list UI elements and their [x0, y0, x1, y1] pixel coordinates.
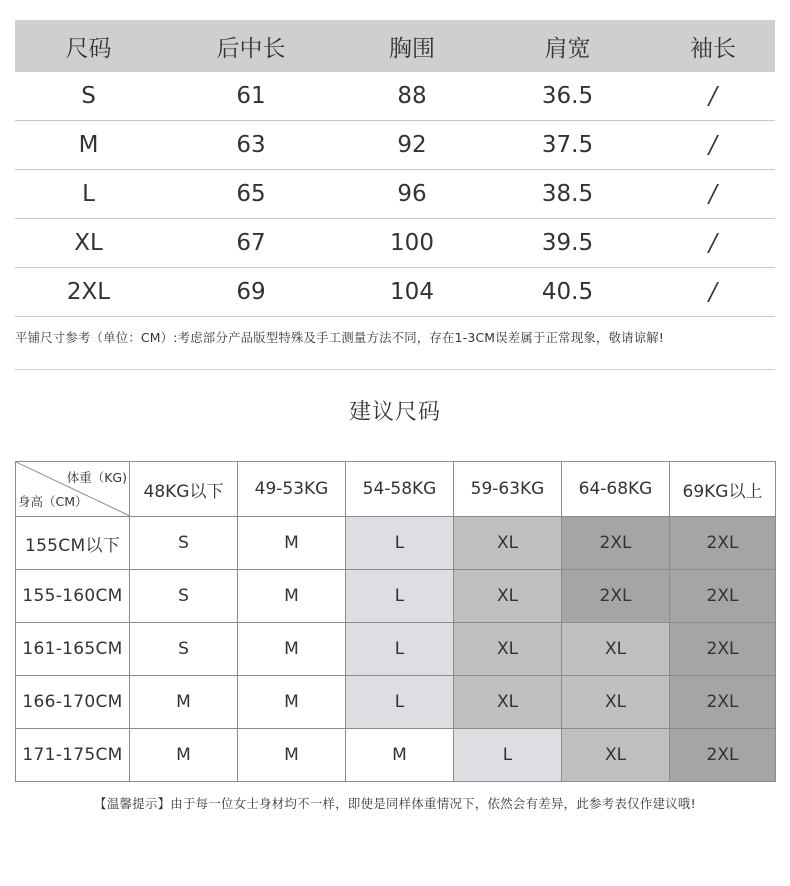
shoulder-cell: 39.5 — [484, 219, 651, 268]
size-suggestion: XL — [562, 729, 670, 782]
table-row — [15, 121, 775, 170]
size-suggestion: M — [238, 729, 346, 782]
size-suggestion: L — [346, 517, 454, 570]
size-suggestion: M — [238, 570, 346, 623]
size-suggestion: L — [346, 676, 454, 729]
sleeve-cell: / — [651, 121, 775, 170]
header-size: 尺码 — [15, 20, 162, 72]
size-suggestion: S — [130, 623, 238, 676]
recommend-header-row — [16, 462, 776, 517]
size-cell: 2XL — [15, 268, 162, 317]
size-suggestion: 2XL — [670, 570, 776, 623]
weight-header: 69KG以上 — [670, 462, 776, 517]
table-row — [16, 570, 776, 623]
size-suggestion: XL — [454, 570, 562, 623]
weight-header: 64-68KG — [562, 462, 670, 517]
height-label: 166-170CM — [16, 676, 130, 729]
chest-cell: 88 — [340, 72, 484, 121]
size-suggestion: M — [130, 729, 238, 782]
size-suggestion: L — [454, 729, 562, 782]
header-chest: 胸围 — [340, 20, 484, 72]
size-table — [15, 20, 775, 317]
table-row — [16, 676, 776, 729]
table-row — [16, 729, 776, 782]
back-length-cell: 61 — [162, 72, 340, 121]
sleeve-cell: / — [651, 219, 775, 268]
corner-height-label: 身高（CM） — [18, 494, 88, 509]
size-cell: XL — [15, 219, 162, 268]
size-suggestion: 2XL — [562, 517, 670, 570]
size-suggestion: 2XL — [670, 676, 776, 729]
weight-header: 48KG以下 — [130, 462, 238, 517]
height-label: 171-175CM — [16, 729, 130, 782]
measurement-note: 平铺尺寸参考（单位：CM）:考虑部分产品版型特殊及手工测量方法不同，存在1-3CM误差属于正常现象，敬请谅解! — [15, 330, 665, 345]
table-row — [16, 623, 776, 676]
weight-header: 49-53KG — [238, 462, 346, 517]
size-cell: L — [15, 170, 162, 219]
size-suggestion: XL — [454, 676, 562, 729]
size-table-header-row — [15, 20, 775, 72]
shoulder-cell: 38.5 — [484, 170, 651, 219]
header-shoulder: 肩宽 — [484, 20, 651, 72]
divider — [15, 369, 775, 370]
size-suggestion: 2XL — [562, 570, 670, 623]
size-suggestion: XL — [562, 623, 670, 676]
table-row — [16, 517, 776, 570]
size-suggestion: XL — [562, 676, 670, 729]
chest-cell: 100 — [340, 219, 484, 268]
size-suggestion: XL — [454, 517, 562, 570]
table-row — [15, 219, 775, 268]
weight-header: 54-58KG — [346, 462, 454, 517]
size-suggestion: M — [238, 517, 346, 570]
size-suggestion: M — [238, 623, 346, 676]
header-back-length: 后中长 — [162, 20, 340, 72]
chest-cell: 104 — [340, 268, 484, 317]
size-suggestion: M — [130, 676, 238, 729]
back-length-cell: 65 — [162, 170, 340, 219]
table-row — [15, 72, 775, 121]
size-suggestion: S — [130, 517, 238, 570]
shoulder-cell: 40.5 — [484, 268, 651, 317]
height-label: 155CM以下 — [16, 517, 130, 570]
footer-tip: 【温馨提示】由于每一位女士身材均不一样，即使是同样体重情况下，依然会有差异，此参考表仅作建议哦! — [94, 796, 696, 811]
back-length-cell: 63 — [162, 121, 340, 170]
corner-weight-label: 体重（KG) — [66, 470, 127, 485]
size-suggestion: L — [346, 623, 454, 676]
back-length-cell: 69 — [162, 268, 340, 317]
size-cell: S — [15, 72, 162, 121]
table-row — [15, 170, 775, 219]
back-length-cell: 67 — [162, 219, 340, 268]
header-sleeve: 袖长 — [651, 20, 775, 72]
size-suggestion: S — [130, 570, 238, 623]
height-label: 155-160CM — [16, 570, 130, 623]
chest-cell: 92 — [340, 121, 484, 170]
size-cell: M — [15, 121, 162, 170]
sleeve-cell: / — [651, 268, 775, 317]
sleeve-cell: / — [651, 72, 775, 121]
size-suggestion: M — [346, 729, 454, 782]
size-suggestion: L — [346, 570, 454, 623]
shoulder-cell: 37.5 — [484, 121, 651, 170]
recommend-table — [15, 461, 776, 782]
size-suggestion: 2XL — [670, 517, 776, 570]
corner-cell — [16, 462, 130, 517]
size-suggestion: M — [238, 676, 346, 729]
shoulder-cell: 36.5 — [484, 72, 651, 121]
recommend-title: 建议尺码 — [348, 400, 441, 425]
height-label: 161-165CM — [16, 623, 130, 676]
size-suggestion: XL — [454, 623, 562, 676]
table-row — [15, 268, 775, 317]
sleeve-cell: / — [651, 170, 775, 219]
chest-cell: 96 — [340, 170, 484, 219]
weight-header: 59-63KG — [454, 462, 562, 517]
size-suggestion: 2XL — [670, 729, 776, 782]
size-suggestion: 2XL — [670, 623, 776, 676]
